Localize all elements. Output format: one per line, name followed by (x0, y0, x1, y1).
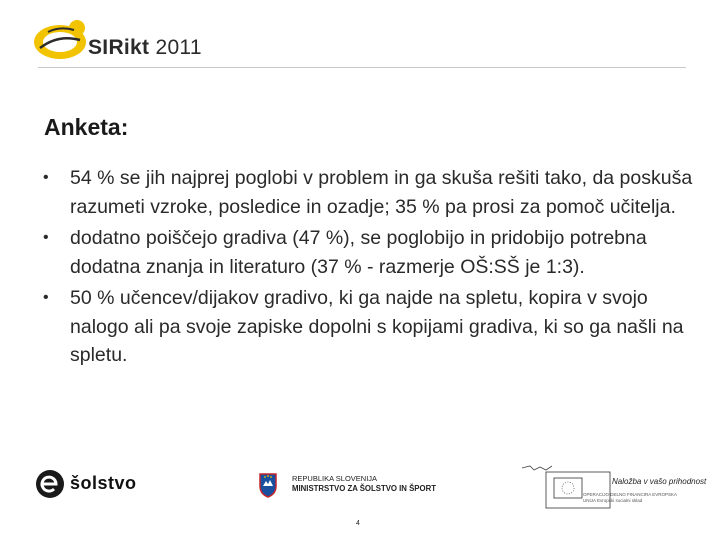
esolstvo-wordmark: šolstvo (70, 473, 137, 493)
bullet-item (40, 164, 700, 221)
ministry-name (292, 474, 436, 494)
coat-of-arms-icon (258, 472, 278, 498)
eu-funding-logo-icon (520, 464, 690, 510)
bullet-item (40, 284, 700, 370)
bullet-text: dodatno poiščejo gradiva (47 %), se poglobijo in pridobijo potrebna dodatna znanja in literaturo (37 % - razmerje OŠ:SŠ je 1:3). (70, 227, 647, 278)
slide-title: Anketa: (44, 114, 129, 140)
header-divider (38, 67, 686, 68)
logo-wordmark (88, 36, 202, 60)
bullet-text: 54 % se jih najprej poglobi v problem in ga skuša rešiti tako, da poskuša razumeti vzroke, posledice in ozadje; 35 % pa prosi za pomoč učitelja. (70, 167, 693, 218)
bullet-dot-icon: • (43, 229, 49, 246)
eu-fineprint: OPERACIJO DELNO FINANCIRA EVROPSKA UNIJA Evropski socialni sklad (583, 492, 677, 503)
ministry-line-2: MINISTRSTVO ZA ŠOLSTVO IN ŠPORT (292, 484, 436, 493)
eu-slogan: Naložba v vašo prihodnost (612, 477, 707, 486)
bullet-text: 50 % učencev/dijakov gradivo, ki ga najde na spletu, kopira v svojo nalogo ali pa svoje zapiske dopolni s kopijami gradiva, ki so ga našli na spletu. (70, 287, 684, 366)
bullet-dot-icon: • (43, 169, 49, 186)
bullet-dot-icon: • (43, 289, 49, 306)
page-number: 4 (356, 520, 360, 527)
ministry-line-1: REPUBLIKA SLOVENIJA (292, 474, 378, 483)
logo-brand: SIRikt (88, 36, 150, 59)
bullet-item (40, 224, 700, 281)
bullet-list (40, 164, 700, 373)
logo-year: 2011 (149, 36, 202, 59)
